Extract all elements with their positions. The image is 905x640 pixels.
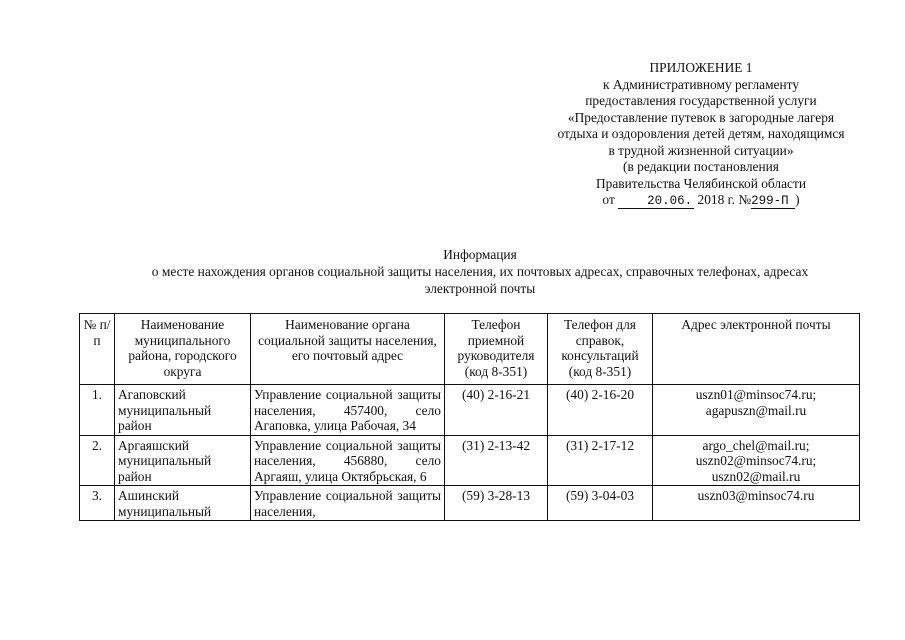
row-phone-info: (31) 2-17-12 — [548, 435, 653, 486]
appendix-line: (в редакции постановления — [623, 159, 779, 174]
date-prefix: от — [602, 192, 615, 207]
table-row — [80, 385, 860, 436]
resolution-year: 2018 г. № — [697, 192, 752, 207]
header-organ: Наименование органа социальной защиты населения, его почтовый адрес — [251, 314, 445, 385]
row-district: Ашинский муниципальный — [115, 486, 251, 521]
email-address[interactable]: uszn02@minsoc74.ru; — [695, 453, 817, 468]
info-subtitle-line: электронной почты — [424, 281, 536, 296]
email-address[interactable]: uszn02@mail.ru — [711, 468, 801, 484]
appendix-line: Правительства Челябинской области — [596, 175, 806, 191]
appendix-line: «Предоставление путевок в загородные лагеря — [567, 109, 835, 125]
row-district: Аргаяшский муниципальный район — [115, 435, 251, 486]
row-organ: Управление социальной защиты населения, 456880, село Аргаяш, улица Октябрьская, 6 — [251, 435, 445, 486]
resolution-number: 299-П — [751, 194, 795, 209]
appendix-title: ПРИЛОЖЕНИЕ 1 — [649, 60, 753, 75]
row-emails — [653, 486, 860, 521]
row-phone-head: (40) 2-16-21 — [445, 385, 548, 436]
row-number: 3. — [80, 486, 115, 521]
resolution-date-line — [531, 192, 871, 209]
header-email: Адрес электронной почты — [653, 314, 860, 385]
table-row — [80, 435, 860, 486]
row-phone-head: (59) 3-28-13 — [445, 486, 548, 521]
social-protection-table — [79, 313, 860, 521]
row-number: 1. — [80, 385, 115, 436]
row-organ: Управление социальной защиты населения, 457400, село Агаповка, улица Рабочая, 34 — [251, 385, 445, 436]
appendix-heading — [531, 60, 871, 209]
row-phone-head: (31) 2-13-42 — [445, 435, 548, 486]
header-phone-head: Телефон приемной руководителя (код 8-351) — [445, 314, 548, 385]
row-emails — [653, 435, 860, 486]
resolution-day: 20.06. — [618, 194, 694, 209]
table-row — [80, 486, 860, 521]
row-emails — [653, 385, 860, 436]
row-phone-info: (59) 3-04-03 — [548, 486, 653, 521]
header-phone-info: Телефон для справок, консультаций (код 8-351) — [548, 314, 653, 385]
appendix-line: в трудной жизненной ситуации» — [608, 142, 794, 158]
email-address[interactable]: agapuszn@mail.ru — [705, 402, 807, 418]
appendix-line: предоставления государственной услуги — [585, 93, 817, 108]
info-subtitle-line: о месте нахождения органов социальной защиты населения, их почтовых адресах, справочных телефонах, адресах — [151, 264, 809, 279]
header-number: № п/п — [80, 314, 115, 385]
table-header-row — [80, 314, 860, 385]
info-heading — [95, 246, 865, 297]
row-number: 2. — [80, 435, 115, 486]
email-address[interactable]: uszn01@minsoc74.ru; — [695, 387, 817, 402]
header-district: Наименование муниципального района, городского округа — [115, 314, 251, 385]
appendix-line: к Административному регламенту — [602, 76, 800, 92]
appendix-line: отдыха и оздоровления детей детям, находящимся — [557, 126, 845, 141]
row-phone-info: (40) 2-16-20 — [548, 385, 653, 436]
email-address[interactable]: uszn03@minsoc74.ru — [697, 488, 815, 503]
row-organ: Управление социальной защиты населения, — [251, 486, 445, 521]
email-address[interactable]: argo_chel@mail.ru; — [702, 437, 810, 453]
date-suffix: ) — [795, 192, 800, 207]
info-title: Информация — [443, 247, 517, 262]
row-district: Агаповский муниципальный район — [115, 385, 251, 436]
